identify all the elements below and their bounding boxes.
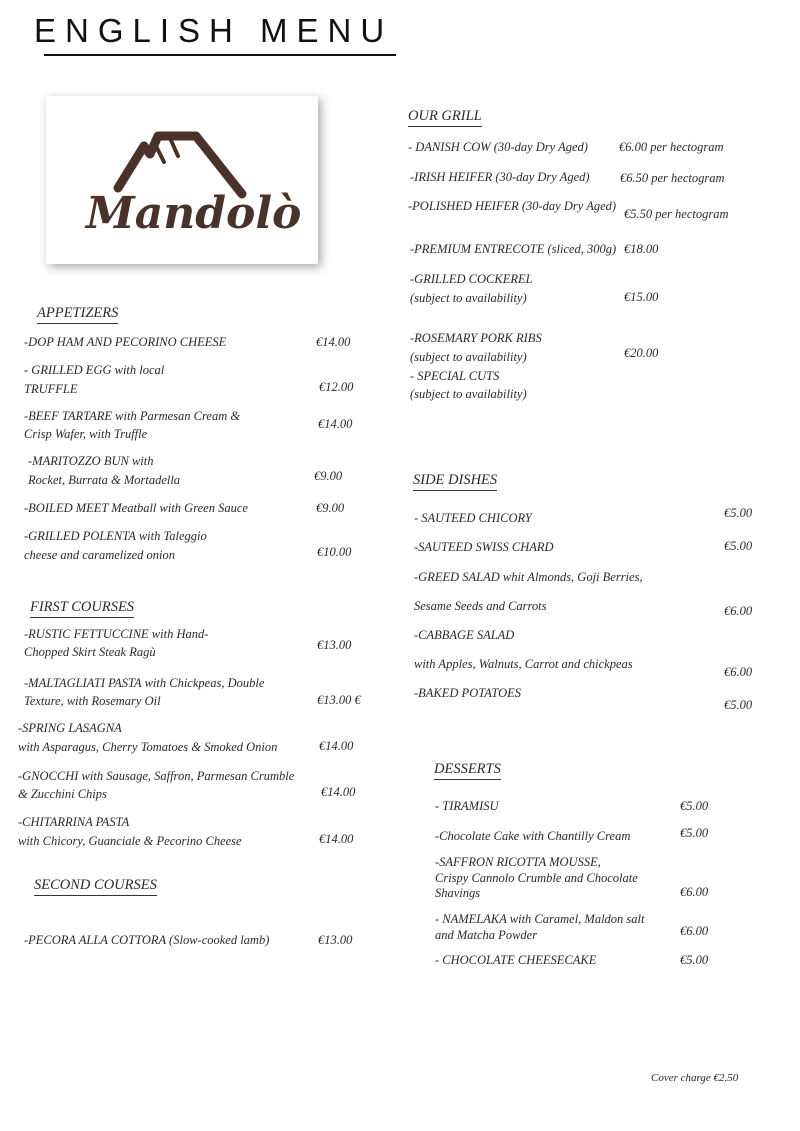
second-courses-heading: SECOND COURSES xyxy=(34,876,157,896)
side-dishes-item-name: -BAKED POTATOES xyxy=(414,686,522,700)
title-underline xyxy=(44,54,396,56)
grill-item-name: -GRILLED COCKEREL xyxy=(410,272,533,286)
grill-item-price: €6.50 per hectogram xyxy=(620,171,725,185)
appetizers-item-price: €10.00 xyxy=(317,545,352,559)
desserts-item-name: -Chocolate Cake with Chantilly Cream xyxy=(435,829,631,843)
grill-heading: OUR GRILL xyxy=(408,107,482,127)
desserts-item-name: Crispy Cannolo Crumble and Chocolate xyxy=(435,871,638,885)
first-courses-item-name: -RUSTIC FETTUCCINE with Hand- xyxy=(24,627,209,641)
mountain-logo-icon xyxy=(46,96,318,264)
side-dishes-item-price: €6.00 xyxy=(724,604,753,618)
grill-item-name: - SPECIAL CUTS xyxy=(410,369,500,383)
desserts-item-name: - CHOCOLATE CHEESECAKE xyxy=(435,953,597,967)
appetizers-item-name: cheese and caramelized onion xyxy=(24,548,176,562)
second-courses-item-name: -PECORA ALLA COTTORA (Slow-cooked lamb) xyxy=(24,933,270,947)
appetizers-item-name: Rocket, Burrata & Mortadella xyxy=(28,473,181,487)
grill-item-name: (subject to availability) xyxy=(410,387,527,401)
first-courses-item-name: Texture, with Rosemary Oil xyxy=(24,694,161,708)
appetizers-item-price: €12.00 xyxy=(319,380,354,394)
appetizers-item-name: -BEEF TARTARE with Parmesan Cream & xyxy=(24,409,241,423)
desserts-item-price: €6.00 xyxy=(680,924,709,938)
appetizers-item-name: -DOP HAM AND PECORINO CHEESE xyxy=(24,335,227,349)
side-dishes-item-name: -GREED SALAD whit Almonds, Goji Berries, xyxy=(414,570,643,584)
grill-item-price: €6.00 per hectogram xyxy=(619,140,724,154)
logo-text: Mandolò xyxy=(86,188,302,239)
appetizers-item-price: €9.00 xyxy=(316,501,345,515)
first-courses-item-name: Chopped Skirt Steak Ragù xyxy=(24,645,156,659)
side-dishes-heading: SIDE DISHES xyxy=(413,471,497,491)
side-dishes-item-price: €5.00 xyxy=(724,539,753,553)
desserts-heading: DESSERTS xyxy=(434,760,501,780)
first-courses-item-price: €14.00 xyxy=(319,832,354,846)
side-dishes-item-name: -CABBAGE SALAD xyxy=(414,628,515,642)
first-courses-item-name: with Asparagus, Cherry Tomatoes & Smoked Onion xyxy=(18,740,278,754)
grill-item-price: €15.00 xyxy=(624,290,659,304)
appetizers-item-name: -MARITOZZO BUN with xyxy=(28,454,154,468)
grill-item-name: (subject to availability) xyxy=(410,291,527,305)
first-courses-item-name: -SPRING LASAGNA xyxy=(18,721,122,735)
appetizers-item-price: €14.00 xyxy=(318,417,353,431)
cover-charge: Cover charge €2.50 xyxy=(651,1072,739,1084)
appetizers-item-name: - GRILLED EGG with local xyxy=(24,363,165,377)
first-courses-heading: FIRST COURSES xyxy=(30,598,134,618)
appetizers-heading: APPETIZERS xyxy=(37,304,118,324)
side-dishes-item-name: -SAUTEED SWISS CHARD xyxy=(414,540,554,554)
appetizers-item-name: -GRILLED POLENTA with Taleggio xyxy=(24,529,207,543)
desserts-item-price: €6.00 xyxy=(680,885,709,899)
first-courses-item-name: -GNOCCHI with Sausage, Saffron, Parmesan Crumble xyxy=(18,769,295,783)
grill-item-name: -ROSEMARY PORK RIBS xyxy=(410,331,542,345)
appetizers-item-name: Crisp Wafer, with Truffle xyxy=(24,427,148,441)
grill-item-price: €18.00 xyxy=(624,242,659,256)
page-title: ENGLISH MENU xyxy=(34,12,394,49)
restaurant-logo xyxy=(46,96,318,264)
appetizers-item-name: TRUFFLE xyxy=(24,382,78,396)
desserts-item-name: -SAFFRON RICOTTA MOUSSE, xyxy=(435,855,601,869)
first-courses-item-name: with Chicory, Guanciale & Pecorino Cheese xyxy=(18,834,242,848)
grill-item-price: €20.00 xyxy=(624,346,659,360)
side-dishes-item-name: with Apples, Walnuts, Carrot and chickpeas xyxy=(414,657,633,671)
first-courses-item-price: €13.00 xyxy=(317,638,352,652)
side-dishes-item-price: €5.00 xyxy=(724,506,753,520)
side-dishes-item-price: €6.00 xyxy=(724,665,753,679)
desserts-item-name: - NAMELAKA with Caramel, Maldon salt xyxy=(435,912,645,926)
grill-item-name: -PREMIUM ENTRECOTE (sliced, 300g) xyxy=(410,242,617,256)
desserts-item-name: - TIRAMISU xyxy=(435,799,499,813)
appetizers-item-name: -BOILED MEET Meatball with Green Sauce xyxy=(24,501,248,515)
side-dishes-item-price: €5.00 xyxy=(724,698,753,712)
desserts-item-price: €5.00 xyxy=(680,799,709,813)
grill-item-name: - DANISH COW (30-day Dry Aged) xyxy=(408,140,588,154)
first-courses-item-price: €13.00 € xyxy=(317,693,361,707)
first-courses-item-name: -CHITARRINA PASTA xyxy=(18,815,130,829)
first-courses-item-price: €14.00 xyxy=(321,785,356,799)
desserts-item-price: €5.00 xyxy=(680,953,709,967)
desserts-item-name: Shavings xyxy=(435,886,481,900)
first-courses-item-price: €14.00 xyxy=(319,739,354,753)
side-dishes-item-name: - SAUTEED CHICORY xyxy=(414,511,532,525)
grill-item-name: -POLISHED HEIFER (30-day Dry Aged) xyxy=(408,199,617,213)
grill-item-name: -IRISH HEIFER (30-day Dry Aged) xyxy=(410,170,590,184)
grill-item-name: (subject to availability) xyxy=(410,350,527,364)
side-dishes-item-name: Sesame Seeds and Carrots xyxy=(414,599,547,613)
first-courses-item-name: -MALTAGLIATI PASTA with Chickpeas, Double xyxy=(24,676,265,690)
first-courses-item-name: & Zucchini Chips xyxy=(18,787,107,801)
grill-item-price: €5.50 per hectogram xyxy=(624,207,729,221)
appetizers-item-price: €14.00 xyxy=(316,335,351,349)
second-courses-item-price: €13.00 xyxy=(318,933,353,947)
desserts-item-price: €5.00 xyxy=(680,826,709,840)
desserts-item-name: and Matcha Powder xyxy=(435,928,538,942)
appetizers-item-price: €9.00 xyxy=(314,469,343,483)
